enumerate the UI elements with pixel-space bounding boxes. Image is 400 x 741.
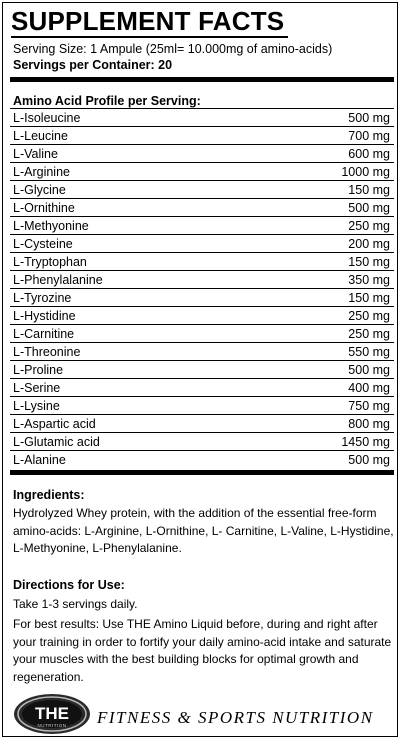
amino-profile-heading: Amino Acid Profile per Serving: [13, 94, 201, 108]
amino-name: L-Aspartic acid [13, 416, 96, 431]
amino-name: L-Glutamic acid [13, 434, 100, 449]
ingredients-heading: Ingredients: [13, 488, 85, 502]
amino-name: L-Lysine [13, 398, 60, 413]
amino-row [10, 127, 394, 145]
amino-row [10, 307, 394, 325]
amino-row [10, 145, 394, 163]
directions-dosage: Take 1-3 servings daily. [13, 597, 138, 611]
amino-name: L-Carnitine [13, 326, 75, 341]
amino-name: L-Glycine [13, 182, 66, 197]
amino-name: L-Isoleucine [13, 110, 81, 125]
divider-thick [10, 77, 394, 82]
amino-name: L-Methyonine [13, 218, 89, 233]
amino-row [10, 397, 394, 415]
amino-name: L-Cysteine [13, 236, 73, 251]
servings-per-container: Servings per Container: 20 [13, 58, 173, 72]
amino-amount: 500 mg [348, 453, 390, 467]
amino-row [10, 379, 394, 397]
amino-name: L-Leucine [13, 128, 68, 143]
amino-name: L-Tryptophan [13, 254, 87, 269]
amino-row [10, 163, 394, 181]
amino-row [10, 181, 394, 199]
panel-title: SUPPLEMENT FACTS [11, 6, 288, 38]
amino-amount: 250 mg [348, 218, 390, 233]
amino-name: L-Tyrozine [13, 290, 72, 305]
amino-amount: 1450 mg [341, 434, 390, 449]
amino-amount: 150 mg [348, 254, 390, 269]
amino-row [10, 433, 394, 451]
supplement-facts-panel [2, 2, 398, 737]
amino-name: L-Alanine [13, 453, 66, 467]
brand-tagline: FITNESS & SPORTS NUTRITION [97, 708, 374, 727]
amino-row [10, 361, 394, 379]
amino-amount: 150 mg [348, 290, 390, 305]
logo-text: THE [35, 704, 69, 723]
amino-name: L-Valine [13, 146, 58, 161]
amino-row [10, 217, 394, 235]
amino-amount: 600 mg [348, 146, 390, 161]
amino-row [10, 451, 394, 469]
logo-subtext: NUTRITION [37, 723, 67, 728]
amino-amount: 150 mg [348, 182, 390, 197]
amino-amount: 1000 mg [341, 164, 390, 179]
amino-amount: 800 mg [348, 416, 390, 431]
divider-thick [10, 470, 394, 475]
amino-row [10, 271, 394, 289]
amino-name: L-Arginine [13, 164, 70, 179]
amino-name: L-Threonine [13, 344, 81, 359]
amino-name: L-Phenylalanine [13, 272, 103, 287]
amino-amount: 500 mg [348, 200, 390, 215]
amino-amount: 250 mg [348, 326, 390, 341]
directions-best-results: For best results: Use THE Amino Liquid before, during and right after your training in order to fortify your daily amino-acid intake and saturate your muscles with the best building blocks for optimal growth and regeneration. [13, 617, 392, 684]
amino-amount: 550 mg [348, 344, 390, 359]
amino-row [10, 325, 394, 343]
ingredients-text: Hydrolyzed Whey protein, with the addition of the essential free-form amino-acids: L-Arginine, L-Ornithine, L- Carnitine, L-Valine, L-Hystidine, L-Methyonine, L-Phenylalanine. [13, 506, 394, 555]
amino-name: L-Ornithine [13, 200, 75, 215]
amino-amount: 250 mg [348, 308, 390, 323]
amino-row [10, 289, 394, 307]
amino-amount: 400 mg [348, 380, 390, 395]
amino-row [10, 235, 394, 253]
directions-heading: Directions for Use: [13, 578, 125, 592]
amino-name: L-Proline [13, 362, 64, 377]
amino-row [10, 415, 394, 433]
amino-amount: 200 mg [348, 236, 390, 251]
amino-amount: 750 mg [348, 398, 390, 413]
serving-size: Serving Size: 1 Ampule (25ml= 10.000mg of amino-acids) [13, 42, 333, 56]
amino-row [10, 253, 394, 271]
amino-row [10, 199, 394, 217]
amino-name: L-Hystidine [13, 308, 76, 323]
amino-amount: 500 mg [348, 110, 390, 125]
amino-row [10, 109, 394, 127]
amino-amount: 350 mg [348, 272, 390, 287]
amino-acid-table [10, 109, 394, 469]
amino-name: L-Serine [13, 380, 61, 395]
amino-amount: 500 mg [348, 362, 390, 377]
brand-logo [13, 692, 91, 736]
amino-amount: 700 mg [348, 128, 390, 143]
amino-row [10, 343, 394, 361]
